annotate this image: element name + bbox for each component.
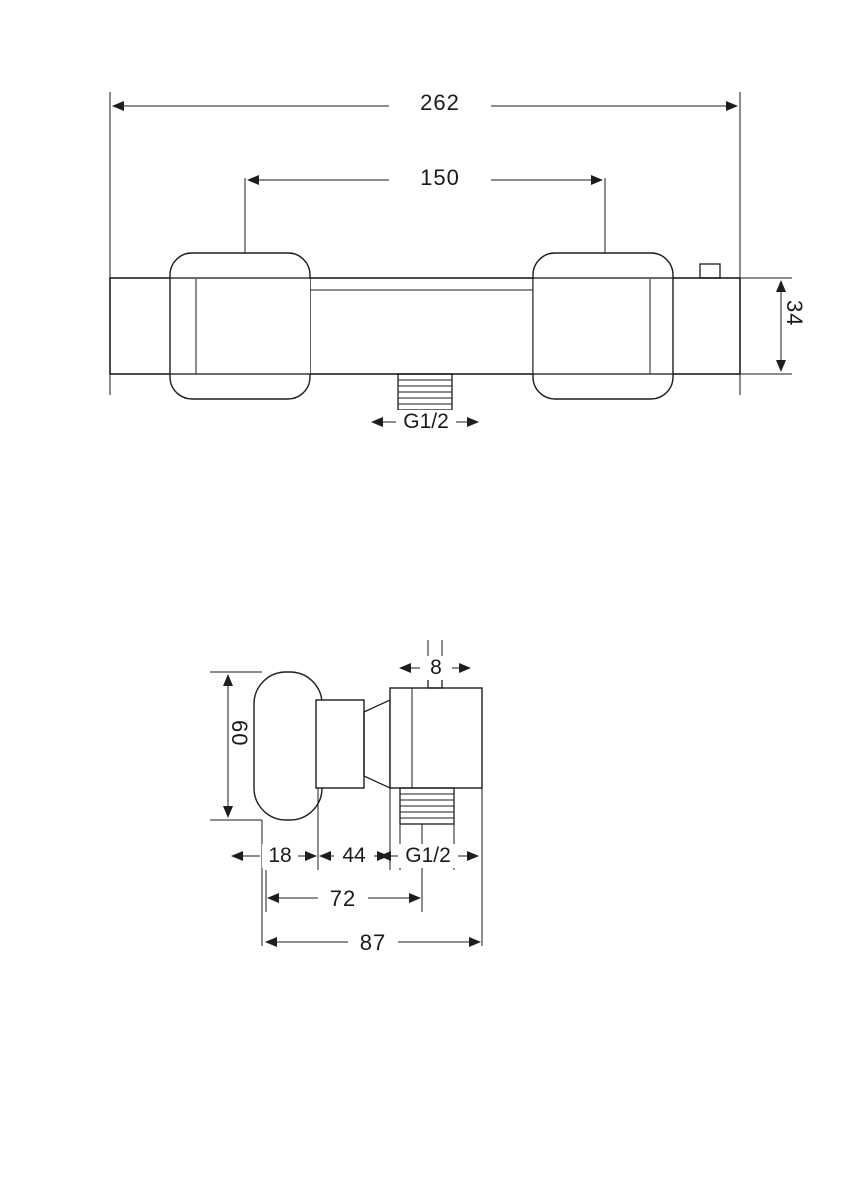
side-taper [364,700,390,788]
front-view-group [110,92,792,432]
dim-label-60: 60 [227,720,252,747]
outlet-spigot-front [398,374,452,410]
dim-label-262: 262 [389,90,491,116]
top-nub [700,264,720,278]
dim-label-g12-front: G1/2 [396,410,456,434]
side-handle-neck [316,700,364,788]
dim-label-44: 44 [334,844,374,868]
dim-label-72: 72 [318,886,368,912]
dim-label-g12-side: G1/2 [398,844,458,868]
dim-label-150: 150 [389,165,491,191]
dim-label-87: 87 [348,930,398,956]
dim-label-18: 18 [262,844,298,868]
outlet-spigot-side [400,788,454,824]
dim-label-8: 8 [420,656,452,680]
dim-label-34: 34 [782,300,807,327]
side-body [390,688,482,788]
side-handle-knob [254,672,322,820]
